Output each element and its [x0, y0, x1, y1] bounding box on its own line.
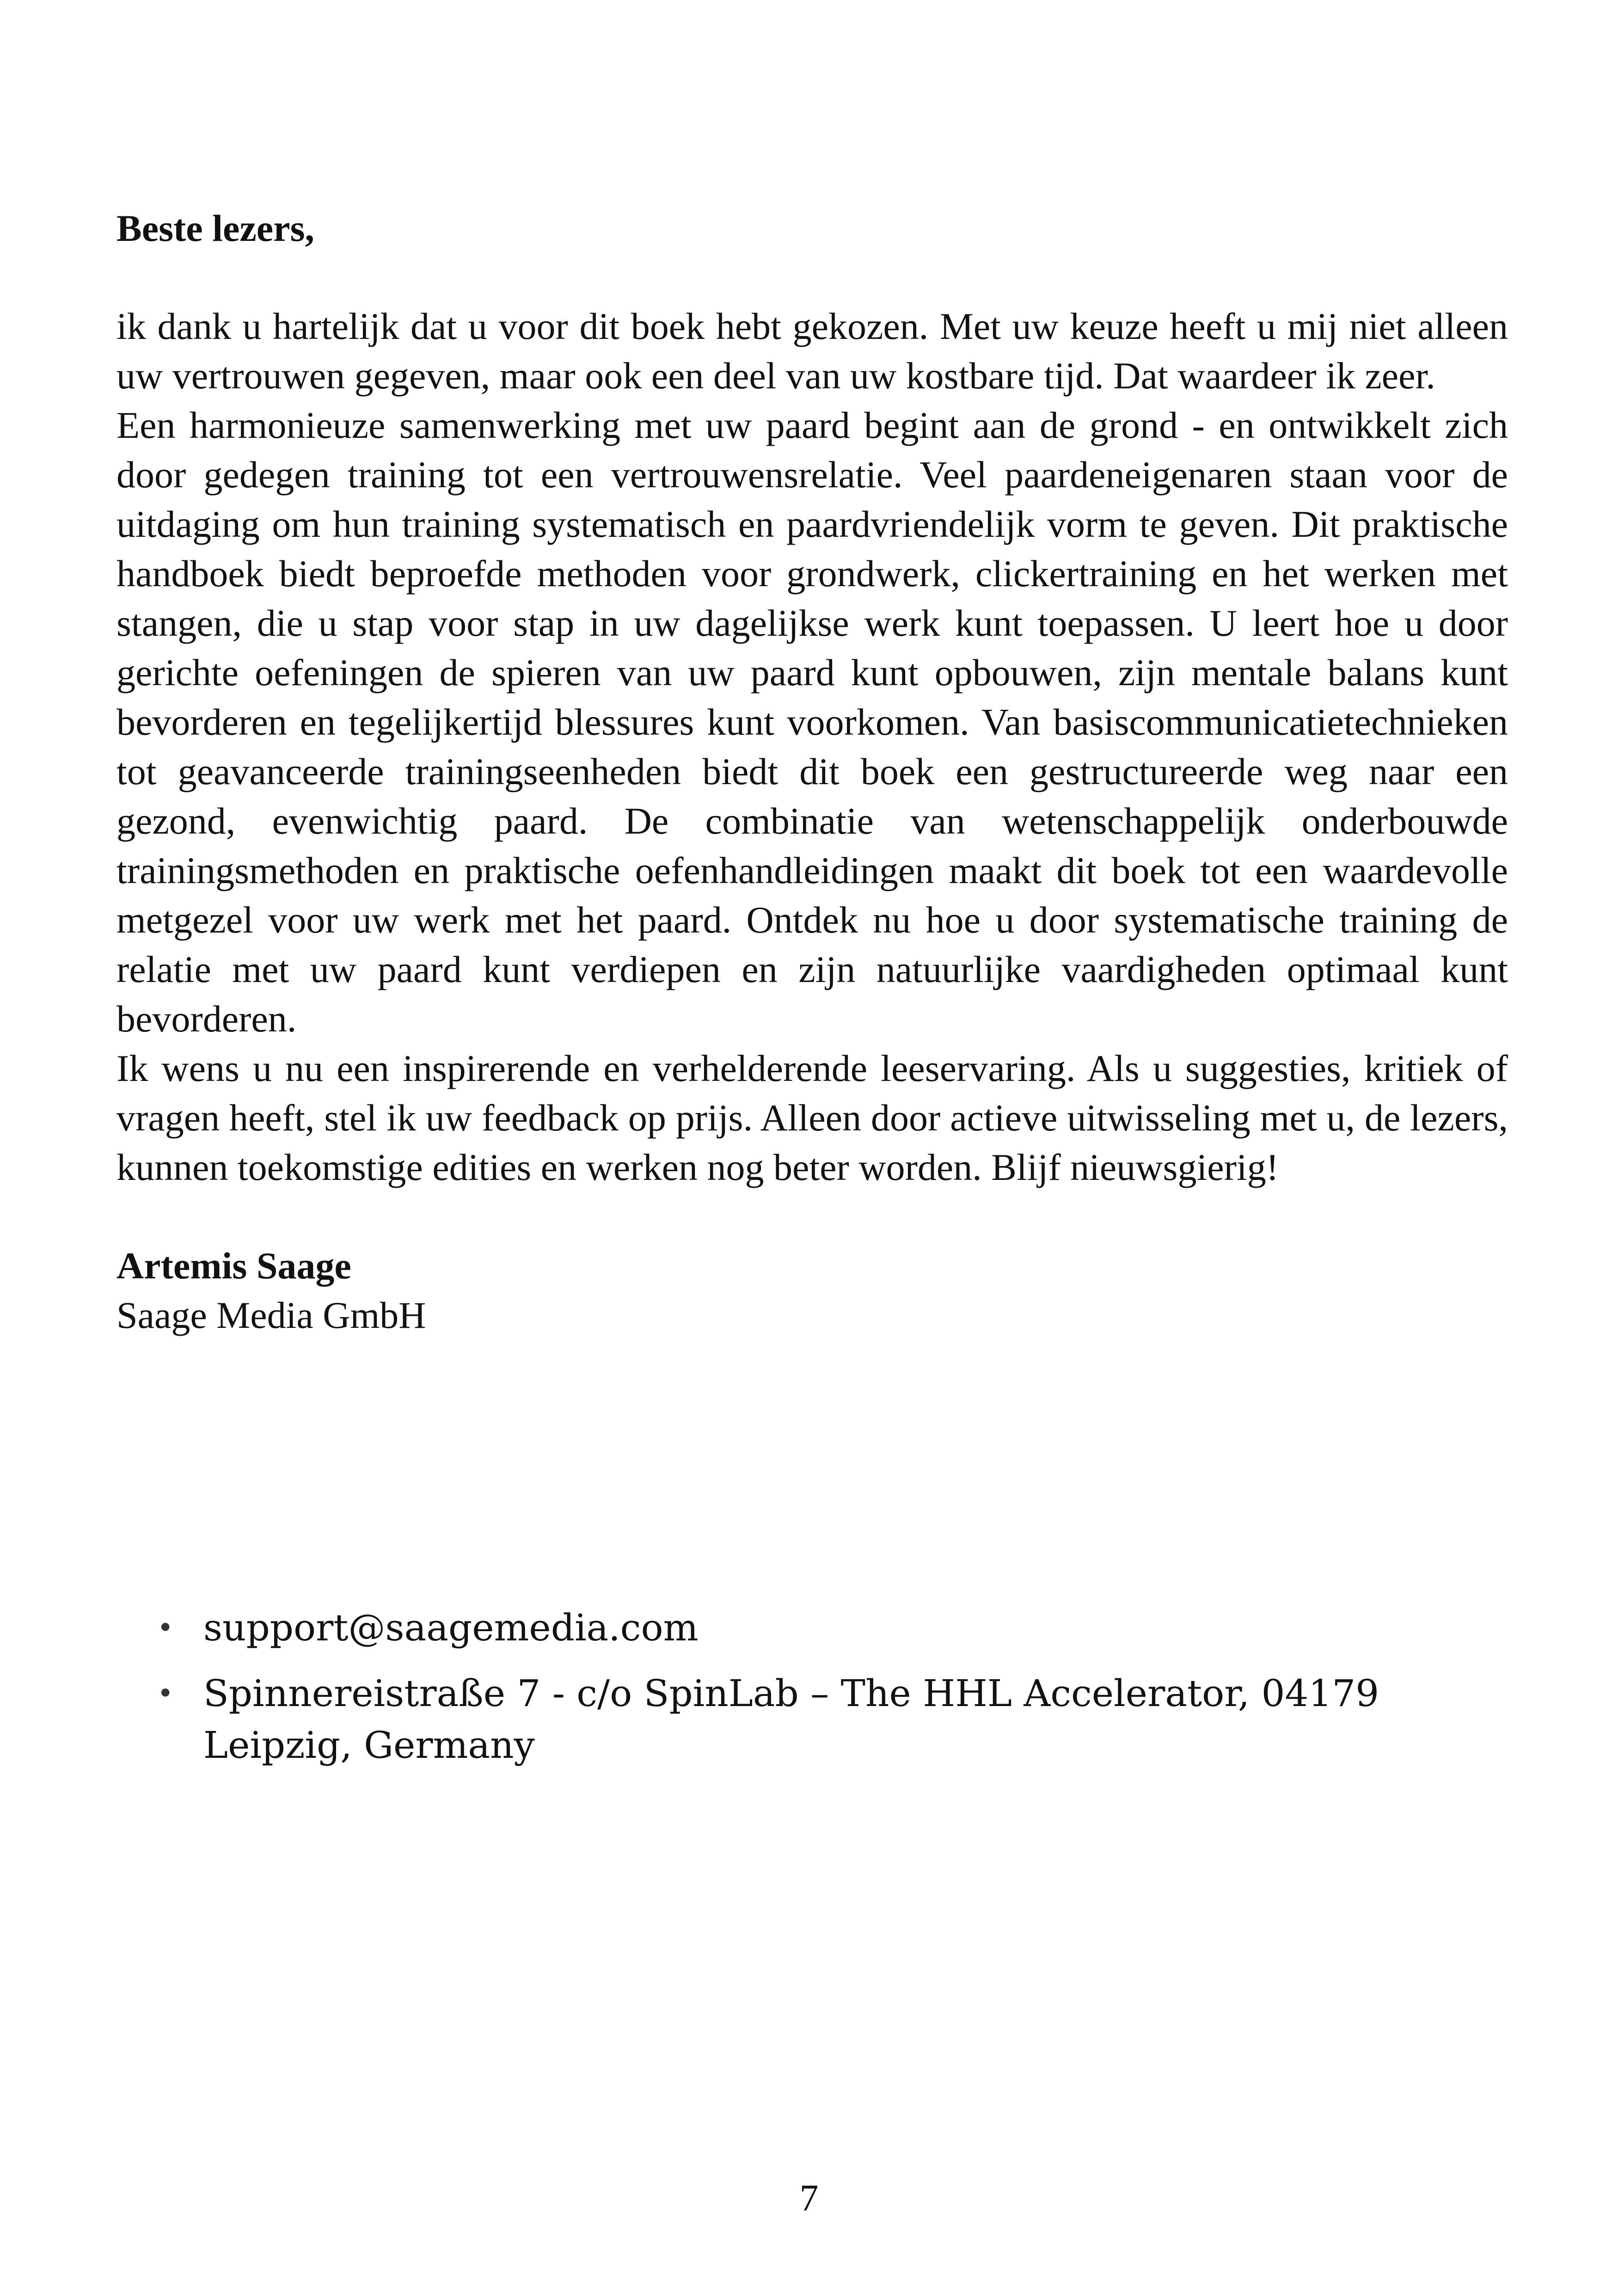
contact-list: [157, 1602, 1498, 1785]
paragraph-closing-wish: Ik wens u nu een inspirerende en verhelderende leeservaring. Als u suggesties, kritiek of vragen heeft, stel ik uw feedback op prijs. Alleen door actieve uitwisseling met u, de lezers, kunnen toekomstige edities en werken nog beter worden. Blijf nieuwsgierig!: [116, 1047, 1508, 1188]
signature-block: [116, 1241, 1508, 1340]
page-number: 7: [799, 2177, 819, 2219]
contact-item-address: [157, 1668, 1498, 1771]
bullet-icon: •: [157, 1677, 174, 1710]
company-name: Saage Media GmbH: [116, 1294, 426, 1336]
author-name: Artemis Saage: [116, 1245, 351, 1287]
contact-item-email: [157, 1602, 1498, 1654]
email-address[interactable]: support@saagemedia.com: [203, 1606, 699, 1649]
paragraph-book-description: Een harmonieuze samenwerking met uw paard begint aan de grond - en ontwikkelt zich door gedegen training tot een vertrouwensrelatie. Veel paardeneigenaren staan voor de uitdaging om hun training systematisch en paardvriendelijk vorm te geven. Dit praktische handboek biedt beproefde methoden voor grondwerk, clickertraining en het werken met stangen, die u stap voor stap in uw dagelijkse werk kunt toepassen. U leert hoe u door gerichte oefeningen de spieren van uw paard kunt opbouwen, zijn mentale balans kunt bevorderen en tegelijkertijd blessures kunt voorkomen. Van basiscommunicatietechnieken tot geavanceerde trainingseenheden biedt dit boek een gestructureerde weg naar een gezond, evenwichtig paard. De combinatie van wetenschappelijk onderbouwde trainingsmethoden en praktische oefenhandleidingen maakt dit boek tot een waardevolle metgezel voor uw werk met het paard. Ontdek nu hoe u door systematische training de relatie met uw paard kunt verdiepen en zijn natuurlijke vaardigheden optimaal kunt bevorderen.: [116, 404, 1508, 1040]
postal-address: Spinnereistraße 7 - c/o SpinLab – The HHL Accelerator, 04179 Leipzig, Germany: [203, 1672, 1379, 1767]
paragraph-thanks: ik dank u hartelijk dat u voor dit boek hebt gekozen. Met uw keuze heeft u mij niet alleen uw vertrouwen gegeven, maar ook een deel van uw kostbare tijd. Dat waardeer ik zeer.: [116, 305, 1508, 397]
bullet-icon: •: [157, 1612, 174, 1644]
letter-body: [116, 203, 1508, 1340]
salutation: Beste lezers,: [116, 207, 314, 249]
